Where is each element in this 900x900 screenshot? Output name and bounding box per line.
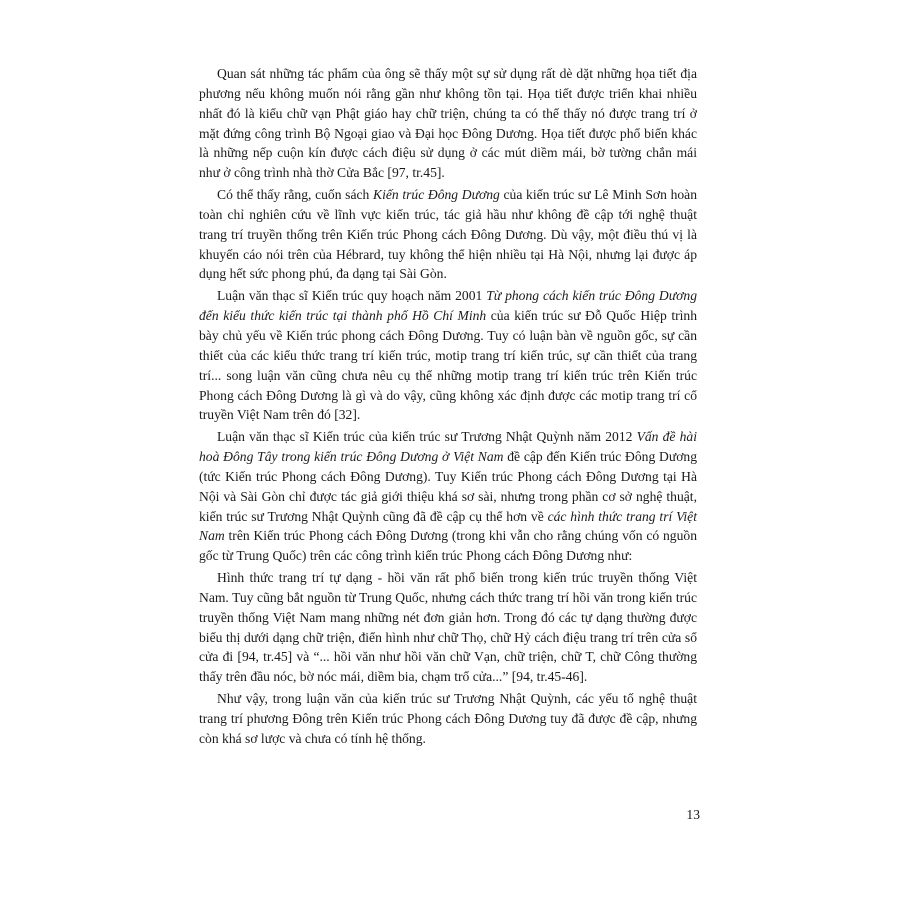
text-segment: Luận văn thạc sĩ Kiến trúc của kiến trúc sư Trương Nhật Quỳnh năm 2012 — [217, 429, 637, 445]
paragraph — [199, 185, 697, 284]
page-number: 13 — [686, 807, 700, 822]
book-title-italic: Kiến trúc Đông Dương — [373, 187, 500, 203]
text-segment: đề cập đến Kiến trúc Đông Dương (tức Kiến trúc Phong cách Đông Dương). Tuy Kiến trúc Phong cách Đông Dương tại Hà Nội và Sài Gòn chỉ được tác giả giới thiệu khá sơ sài, nhưng trong phần cơ sở nghệ thuật, kiến trúc sư Trương Nhật Quỳnh cũng đã đề cập cụ thể hơn về — [199, 449, 698, 524]
paragraph — [199, 286, 697, 425]
paragraph — [199, 64, 697, 183]
paragraph-quote — [199, 568, 697, 687]
text-segment: Như vậy, trong luận văn của kiến trúc sư Trương Nhật Quỳnh, các yếu tố nghệ thuật trang trí phương Đông trên Kiến trúc Phong cách Đông Dương tuy đã được đề cập, nhưng còn khá sơ lược và chưa có tính hệ thống. — [199, 691, 697, 746]
text-segment: Quan sát những tác phẩm của ông sẽ thấy một sự sử dụng rất dè dặt những họa tiết địa phương nếu không muốn nói rằng gần như không tồn tại. Họa tiết được triển khai nhiều nhất đó là kiểu chữ vạn Phật giáo hay chữ triện, chúng ta có thể thấy nó được trang trí ở mặt đứng công trình Bộ Ngoại giao và Đại học Đông Dương. Họa tiết được phổ biến khác là những nếp cuộn kín được cách điệu sử dụng ở các mút diềm mái, bờ tường chắn mái như ở công trình nhà thờ Cửa Bắc [97, tr.45]. — [199, 66, 697, 181]
text-segment: của kiến trúc sư Đỗ Quốc Hiệp trình bày chủ yếu về Kiến trúc phong cách Đông Dương. Tuy có luận bàn về nguồn gốc, sự cần thiết của các kiểu thức trang trí kiến trúc, motip trang trí kiến trúc, sự cần thiết của trang trí... song luận văn cũng chưa nêu cụ thể những motip trang trí kiến trúc trên Kiến trúc Phong cách Đông Dương là gì và do vậy, cũng không xác định được các motip trang trí cổ truyền Việt Nam trên đó [32]. — [199, 308, 697, 423]
emphasis-italic: các hình thức trang trí Việt Nam — [199, 508, 697, 544]
text-segment: Hình thức trang trí tự dạng - hồi văn rất phổ biến trong kiến trúc truyền thống Việt Nam. Tuy cũng bắt nguồn từ Trung Quốc, nhưng cách thức trang trí hồi văn trong kiến trúc truyền thống Việt Nam mang những nét đơn giản hơn. Trong đó các tự dạng thường được biểu thị dưới dạng chữ triện, điển hình như chữ Thọ, chữ Hỷ cách điệu trang trí trên cửa sổ cửa đi [94, tr.45] và “... hồi văn như hồi văn chữ Vạn, chữ triện, chữ T, chữ Công thường thấy trên đầu nóc, bờ nóc mái, diềm bia, chạm trổ cửa...” [94, tr.45-46]. — [199, 570, 697, 685]
thesis-title-italic: Vấn đề hài hoà Đông Tây trong kiến trúc Đông Dương ở Việt Nam — [199, 429, 697, 465]
text-segment: Luận văn thạc sĩ Kiến trúc quy hoạch năm 2001 — [217, 288, 487, 304]
text-segment: trên Kiến trúc Phong cách Đông Dương (trong khi vẫn cho rằng chúng vốn có nguồn gốc từ Trung Quốc) trên các công trình kiến trúc Phong cách Đông Dương như: — [199, 528, 697, 564]
paragraph — [199, 689, 697, 749]
thesis-title-italic: Từ phong cách kiến trúc Đông Dương đến kiểu thức kiến trúc tại thành phố Hồ Chí Minh — [199, 288, 698, 324]
paragraph — [199, 427, 697, 566]
text-segment: Có thể thấy rằng, cuốn sách — [217, 187, 373, 203]
body-text — [199, 64, 697, 749]
text-segment: của kiến trúc sư Lê Minh Sơn hoàn toàn chỉ nghiên cứu về lĩnh vực kiến trúc, tác giả hầu như không đề cập tới nghệ thuật trang trí truyền thống trên Kiến trúc Phong cách Đông Dương. Dù vậy, một điều thú vị là khuyến cáo nói trên của Hébrard, tuy không thể hiện nhiều tại Hà Nội, nhưng lại được áp dụng hết sức phong phú, đa dạng tại Sài Gòn. — [199, 187, 697, 282]
